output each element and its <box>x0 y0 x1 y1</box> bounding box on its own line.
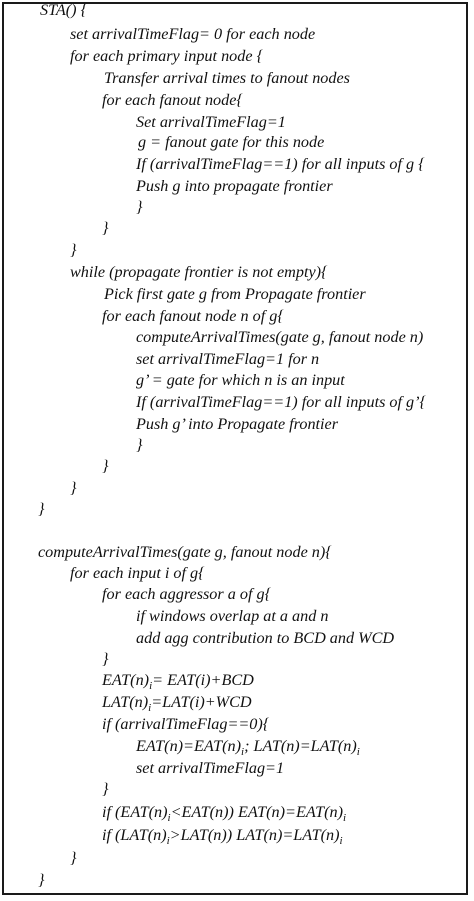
code-line: computeArrivalTimes(gate g, fanout node n) <box>136 328 424 346</box>
code-line: } <box>102 219 109 237</box>
code-line: Push g’ into Propagate frontier <box>136 415 339 433</box>
code-line: Transfer arrival times to fanout nodes <box>104 69 350 87</box>
code-line <box>136 736 360 756</box>
code-line: } <box>136 198 143 216</box>
code-line: if (arrivalTimeFlag==0){ <box>102 715 270 733</box>
pseudocode-block <box>4 1 466 893</box>
code-line: g’ = gate for which n is an input <box>136 371 345 389</box>
code-text: =LAT(i)+WCD <box>151 693 252 711</box>
code-line: set arrivalTimeFlag=1 for n <box>136 350 320 368</box>
code-line: for each aggressor a of g{ <box>102 585 272 603</box>
code-line: set arrivalTimeFlag=1 <box>136 759 285 777</box>
code-line: } <box>70 479 77 497</box>
code-text: = EAT(i)+BCD <box>152 671 254 689</box>
code-line: for each input i of g{ <box>70 564 205 582</box>
code-line <box>102 670 254 690</box>
code-text: >LAT(n)) LAT(n)=LAT(n) <box>169 826 340 844</box>
code-line: Pick first gate g from Propagate frontier <box>104 285 366 303</box>
subscript: i <box>339 835 343 847</box>
code-line: } <box>102 780 109 798</box>
code-line <box>102 692 252 712</box>
subscript: i <box>356 746 360 758</box>
subscript: i <box>343 812 347 824</box>
code-line: } <box>38 500 45 518</box>
code-line: } <box>136 436 143 454</box>
code-line: } <box>38 871 45 889</box>
code-line: if windows overlap at a and n <box>136 607 329 625</box>
subscript: i <box>149 680 153 692</box>
code-line <box>102 802 346 822</box>
code-line: Set arrivalTimeFlag=1 <box>136 113 286 131</box>
code-line: If (arrivalTimeFlag==1) for all inputs of g { <box>136 155 425 173</box>
code-line: for each fanout node{ <box>102 91 243 109</box>
code-line: STA() { <box>40 1 88 19</box>
subscript: i <box>167 812 171 824</box>
code-text: ; LAT(n)=LAT(n) <box>244 737 357 755</box>
code-text: if (EAT(n) <box>102 803 168 821</box>
code-line <box>102 825 343 845</box>
code-text: EAT(n) <box>102 671 150 689</box>
code-line: computeArrivalTimes(gate g, fanout node n){ <box>38 543 332 561</box>
code-line: add agg contribution to BCD and WCD <box>136 629 395 647</box>
code-line: } <box>70 849 77 867</box>
code-line: } <box>102 457 109 475</box>
code-text: if (LAT(n) <box>102 826 167 844</box>
code-line: } <box>70 241 77 259</box>
code-line: while (propagate frontier is not empty){ <box>70 263 328 281</box>
code-line: If (arrivalTimeFlag==1) for all inputs of g’{ <box>136 393 427 411</box>
code-line: g = fanout gate for this node <box>138 133 325 151</box>
code-line: } <box>102 650 109 668</box>
subscript: i <box>241 746 245 758</box>
code-text: LAT(n) <box>102 693 149 711</box>
subscript: i <box>166 835 170 847</box>
code-line: Push g into propagate frontier <box>136 177 333 195</box>
code-text: <EAT(n)) EAT(n)=EAT(n) <box>170 803 344 821</box>
code-line: for each primary input node { <box>70 47 264 65</box>
subscript: i <box>148 702 152 714</box>
code-line: for each fanout node n of g{ <box>102 307 284 325</box>
code-text: EAT(n)=EAT(n) <box>136 737 242 755</box>
pseudocode-frame <box>2 2 468 895</box>
code-line: set arrivalTimeFlag= 0 for each node <box>70 25 316 43</box>
